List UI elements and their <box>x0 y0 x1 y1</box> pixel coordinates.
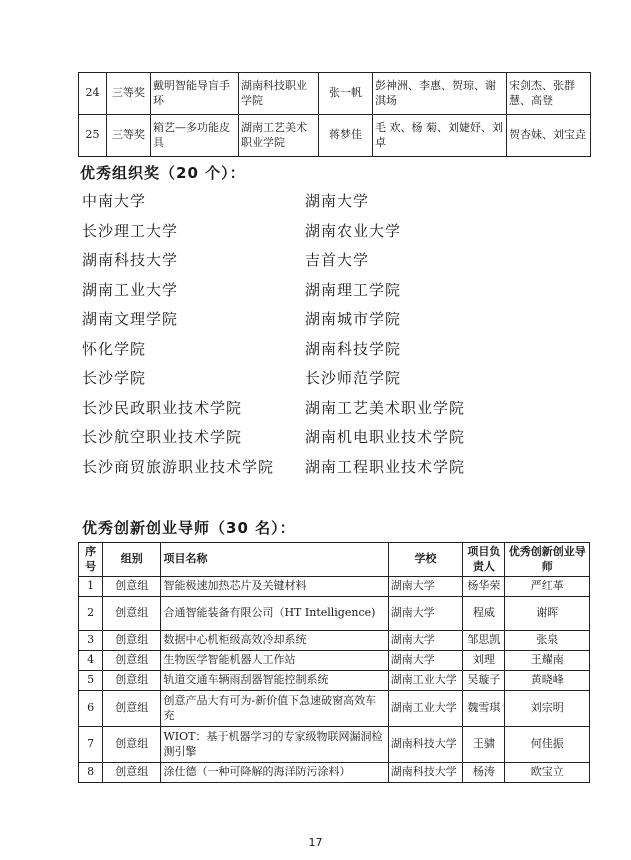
cell-project: 戴明智能导盲手环 <box>151 73 239 115</box>
cell-group: 创意组 <box>103 651 161 671</box>
cell-leader: 张一帆 <box>319 73 373 115</box>
table-row <box>79 727 590 763</box>
header-school: 学校 <box>388 543 462 577</box>
cell-members: 彭神洲、李惠、贺琼、谢淇场 <box>373 73 507 115</box>
org-award-title: 优秀组织奖（20 个）： <box>80 164 246 182</box>
cell-leader: 刘理 <box>463 651 505 671</box>
list-item: 湖南文理学院 <box>82 310 179 328</box>
cell-mentor: 张泉 <box>505 631 590 651</box>
cell-award: 三等奖 <box>107 115 151 157</box>
cell-members: 毛 欢、杨 菊、刘婕妤、刘 卓 <box>373 115 507 157</box>
cell-mentor: 黄晓峰 <box>505 671 590 691</box>
cell-school: 湖南大学 <box>388 577 462 597</box>
list-item: 长沙商贸旅游职业技术学院 <box>82 457 275 476</box>
cell-project: 智能极速加热芯片及关键材料 <box>161 577 388 597</box>
cell-group: 创意组 <box>103 727 161 763</box>
award-table <box>78 72 591 157</box>
cell-project: 涂仕德（一种可降解的海洋防污涂料） <box>161 763 388 783</box>
cell-project: 生物医学智能机器人工作站 <box>161 651 388 671</box>
table-row <box>79 115 591 157</box>
table-row <box>79 651 590 671</box>
header-mentor: 优秀创新创业导师 <box>505 543 590 577</box>
table-row <box>79 597 590 631</box>
list-item: 长沙航空职业技术学院 <box>82 428 243 446</box>
cell-group: 创意组 <box>103 671 161 691</box>
list-item: 湖南工艺美术职业学院 <box>305 398 466 417</box>
header-no: 序号 <box>79 543 103 577</box>
cell-leader: 杨华荣 <box>463 577 505 597</box>
cell-no: 24 <box>79 73 107 115</box>
header-group: 组别 <box>103 543 161 577</box>
cell-mentor: 刘宗明 <box>505 691 590 727</box>
table-row <box>79 671 590 691</box>
header-project: 项目名称 <box>161 543 388 577</box>
cell-no: 6 <box>79 691 103 727</box>
cell-no: 8 <box>79 763 103 783</box>
cell-no: 4 <box>79 651 103 671</box>
cell-project: 轨道交通车辆雨刮器智能控制系统 <box>161 671 388 691</box>
cell-school: 湖南科技大学 <box>388 727 462 763</box>
mentor-table-header <box>79 543 590 577</box>
cell-group: 创意组 <box>103 691 161 727</box>
table-row <box>79 631 590 651</box>
cell-project: 数据中心机柜级高效冷却系统 <box>161 631 388 651</box>
list-item: 湖南大学 <box>305 192 370 210</box>
cell-leader: 王骕 <box>463 727 505 763</box>
org-award-list-left <box>82 190 274 485</box>
cell-mentor: 王耀南 <box>505 651 590 671</box>
cell-leader: 吴璇子 <box>463 671 505 691</box>
cell-leader: 邹思凯 <box>463 631 505 651</box>
page-number: 17 <box>308 836 323 849</box>
cell-project: 创意产品大有可为-新价值下急速破窗高效车充 <box>161 691 388 727</box>
cell-no: 3 <box>79 631 103 651</box>
cell-project: 箱艺—多功能皮具 <box>151 115 239 157</box>
cell-school: 湖南工业大学 <box>388 671 462 691</box>
cell-award: 三等奖 <box>107 73 151 115</box>
table-row <box>79 73 591 115</box>
list-item: 长沙学院 <box>82 369 147 387</box>
mentor-table <box>78 542 590 783</box>
cell-project: WIOT：基于机器学习的专家级物联网漏洞检测引擎 <box>161 727 388 763</box>
list-item: 中南大学 <box>82 192 147 210</box>
cell-mentors: 宋剑杰、张群慧、高登 <box>507 73 591 115</box>
list-item: 湖南工业大学 <box>82 280 179 299</box>
cell-mentors: 贺杏妹、刘宝垚 <box>507 115 591 157</box>
list-item: 长沙民政职业技术学院 <box>82 398 243 417</box>
list-item: 湖南机电职业技术学院 <box>305 428 466 446</box>
cell-mentor: 欧宝立 <box>505 763 590 783</box>
cell-school: 湖南大学 <box>388 597 462 631</box>
mentor-award-title: 优秀创新创业导师（30 名）： <box>82 519 296 537</box>
list-item: 长沙理工大学 <box>82 221 179 240</box>
cell-mentor: 严红革 <box>505 577 590 597</box>
cell-leader: 蒋梦佳 <box>319 115 373 157</box>
cell-mentor: 谢晖 <box>505 597 590 631</box>
cell-leader: 魏雪琪 <box>463 691 505 727</box>
cell-school: 湖南大学 <box>388 631 462 651</box>
cell-no: 2 <box>79 597 103 631</box>
cell-mentor: 何佳振 <box>505 727 590 763</box>
list-item: 湖南理工学院 <box>305 280 402 299</box>
table-row <box>79 577 590 597</box>
cell-no: 5 <box>79 671 103 691</box>
cell-no: 7 <box>79 727 103 763</box>
cell-leader: 杨涛 <box>463 763 505 783</box>
list-item: 湖南农业大学 <box>305 221 402 240</box>
cell-leader: 程威 <box>463 597 505 631</box>
cell-school: 湖南工业大学 <box>388 691 462 727</box>
cell-group: 创意组 <box>103 597 161 631</box>
list-item: 怀化学院 <box>82 339 147 358</box>
cell-project: 合通智能装备有限公司（HT Intelligence) <box>161 597 388 631</box>
cell-no: 1 <box>79 577 103 597</box>
cell-school: 湖南科技大学 <box>388 763 462 783</box>
cell-school: 湖南科技职业学院 <box>239 73 319 115</box>
list-item: 湖南科技学院 <box>305 339 402 358</box>
cell-school: 湖南工艺美术职业学院 <box>239 115 319 157</box>
cell-group: 创意组 <box>103 631 161 651</box>
cell-no: 25 <box>79 115 107 157</box>
list-item: 长沙师范学院 <box>305 369 402 387</box>
table-row <box>79 691 590 727</box>
cell-group: 创意组 <box>103 577 161 597</box>
cell-group: 创意组 <box>103 763 161 783</box>
cell-school: 湖南大学 <box>388 651 462 671</box>
table-row <box>79 763 590 783</box>
org-award-list-right <box>305 190 465 485</box>
list-item: 湖南工程职业技术学院 <box>305 457 466 476</box>
list-item: 湖南科技大学 <box>82 251 179 269</box>
list-item: 吉首大学 <box>305 251 370 269</box>
header-leader: 项目负责人 <box>463 543 505 577</box>
list-item: 湖南城市学院 <box>305 310 402 328</box>
